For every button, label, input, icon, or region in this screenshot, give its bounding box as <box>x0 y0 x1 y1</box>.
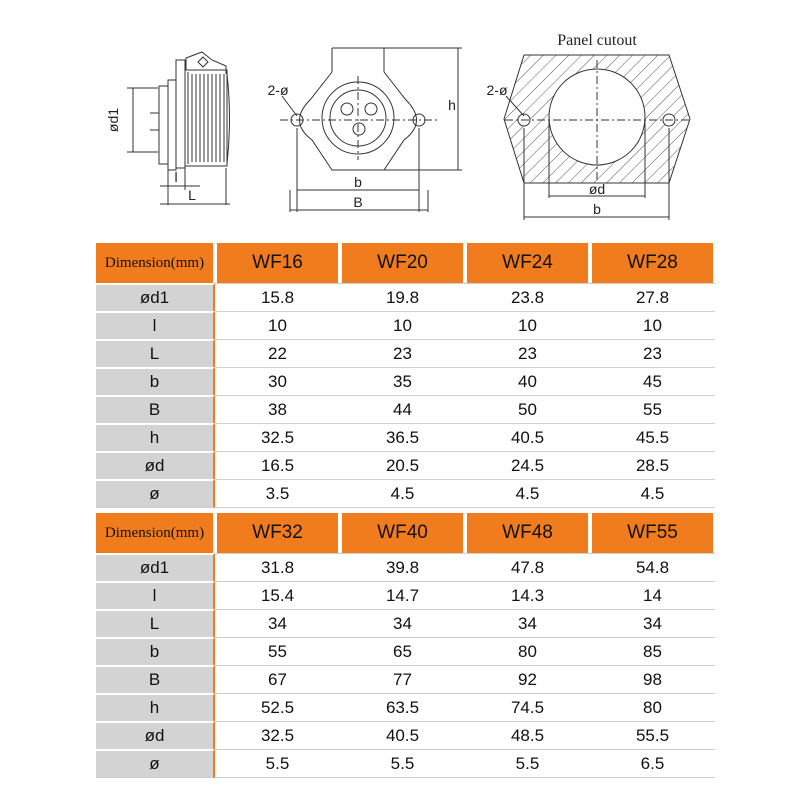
table-cell: 15.8 <box>215 283 340 311</box>
dimension-table-2 <box>96 513 715 778</box>
table-cell: 10 <box>590 311 715 339</box>
table-cell: 50 <box>465 395 590 423</box>
table-header-row <box>96 513 715 553</box>
table-row <box>96 637 715 665</box>
table-cell: 14 <box>590 581 715 609</box>
row-label: b <box>96 637 215 665</box>
dimension-table-1 <box>96 243 715 508</box>
table-row <box>96 581 715 609</box>
table-cell: 14.3 <box>465 581 590 609</box>
table-cell: 34 <box>215 609 340 637</box>
table-cell: 10 <box>215 311 340 339</box>
table-cell: 30 <box>215 367 340 395</box>
table-cell: 98 <box>590 665 715 693</box>
table-cell: 5.5 <box>215 749 340 778</box>
row-label: ød1 <box>96 553 215 581</box>
model-header: WF55 <box>590 513 715 553</box>
table-cell: 23.8 <box>465 283 590 311</box>
row-label: l <box>96 581 215 609</box>
table-cell: 54.8 <box>590 553 715 581</box>
table-cell: 6.5 <box>590 749 715 778</box>
table-cell: 55 <box>215 637 340 665</box>
table-cell: 15.4 <box>215 581 340 609</box>
row-label: L <box>96 609 215 637</box>
table-cell: 23 <box>590 339 715 367</box>
table-cell: 34 <box>590 609 715 637</box>
table-cell: 80 <box>590 693 715 721</box>
table-cell: 14.7 <box>340 581 465 609</box>
table-cell: 36.5 <box>340 423 465 451</box>
front-holes-label: 2-ø <box>267 82 289 98</box>
side-dim-l-label: l <box>174 169 178 185</box>
side-view-drawing <box>127 52 230 205</box>
table-cell: 55 <box>590 395 715 423</box>
row-label: ød1 <box>96 283 215 311</box>
table-cell: 35 <box>340 367 465 395</box>
row-label: ød <box>96 451 215 479</box>
table-header-label: Dimension(mm) <box>96 243 215 283</box>
table-cell: 40.5 <box>465 423 590 451</box>
table-row <box>96 749 715 778</box>
table-cell: 23 <box>465 339 590 367</box>
table-cell: 3.5 <box>215 479 340 508</box>
table-cell: 32.5 <box>215 423 340 451</box>
table-cell: 77 <box>340 665 465 693</box>
row-label: h <box>96 423 215 451</box>
table-row <box>96 311 715 339</box>
table-cell: 45 <box>590 367 715 395</box>
row-label: B <box>96 665 215 693</box>
table-cell: 23 <box>340 339 465 367</box>
table-cell: 27.8 <box>590 283 715 311</box>
row-label: ø <box>96 479 215 508</box>
table-cell: 40 <box>465 367 590 395</box>
row-label: B <box>96 395 215 423</box>
table-cell: 67 <box>215 665 340 693</box>
row-label: h <box>96 693 215 721</box>
model-header: WF24 <box>465 243 590 283</box>
table-cell: 5.5 <box>340 749 465 778</box>
table-row <box>96 721 715 749</box>
row-label: l <box>96 311 215 339</box>
table-cell: 4.5 <box>465 479 590 508</box>
table-cell: 55.5 <box>590 721 715 749</box>
table-row <box>96 665 715 693</box>
table-cell: 85 <box>590 637 715 665</box>
row-label: b <box>96 367 215 395</box>
table-row <box>96 283 715 311</box>
model-header: WF48 <box>465 513 590 553</box>
model-header: WF32 <box>215 513 340 553</box>
table-cell: 5.5 <box>465 749 590 778</box>
table-cell: 52.5 <box>215 693 340 721</box>
table-cell: 20.5 <box>340 451 465 479</box>
table-cell: 63.5 <box>340 693 465 721</box>
table-cell: 4.5 <box>590 479 715 508</box>
table-cell: 80 <box>465 637 590 665</box>
front-dim-B-label: B <box>353 194 363 210</box>
table-cell: 92 <box>465 665 590 693</box>
table-cell: 32.5 <box>215 721 340 749</box>
table-row <box>96 423 715 451</box>
table-cell: 34 <box>340 609 465 637</box>
table-header-label: Dimension(mm) <box>96 513 215 553</box>
table-header-row <box>96 243 715 283</box>
table-row <box>96 367 715 395</box>
table-cell: 22 <box>215 339 340 367</box>
table-cell: 39.8 <box>340 553 465 581</box>
table-cell: 48.5 <box>465 721 590 749</box>
panel-holes-label: 2-ø <box>486 82 508 98</box>
table-cell: 16.5 <box>215 451 340 479</box>
table-cell: 38 <box>215 395 340 423</box>
table-cell: 31.8 <box>215 553 340 581</box>
table-row <box>96 609 715 637</box>
table-row <box>96 553 715 581</box>
side-dim-L-label: L <box>188 187 196 203</box>
front-dim-h-label: h <box>448 97 456 113</box>
model-header: WF20 <box>340 243 465 283</box>
table-cell: 28.5 <box>590 451 715 479</box>
table-cell: 4.5 <box>340 479 465 508</box>
table-cell: 34 <box>465 609 590 637</box>
panel-dim-d-label: ød <box>588 181 606 197</box>
table-cell: 24.5 <box>465 451 590 479</box>
front-dim-b-label: b <box>354 174 362 190</box>
table-row <box>96 339 715 367</box>
table-cell: 10 <box>465 311 590 339</box>
table-cell: 45.5 <box>590 423 715 451</box>
table-cell: 10 <box>340 311 465 339</box>
model-header: WF40 <box>340 513 465 553</box>
side-dim-d1-label: ød1 <box>105 107 121 133</box>
table-cell: 40.5 <box>340 721 465 749</box>
table-row <box>96 451 715 479</box>
front-view-drawing <box>280 48 462 212</box>
model-header: WF16 <box>215 243 340 283</box>
panel-cutout-title: Panel cutout <box>557 32 637 49</box>
table-row <box>96 479 715 508</box>
table-cell: 44 <box>340 395 465 423</box>
table-cell: 65 <box>340 637 465 665</box>
row-label: ød <box>96 721 215 749</box>
table-row <box>96 395 715 423</box>
row-label: ø <box>96 749 215 778</box>
table-cell: 19.8 <box>340 283 465 311</box>
table-row <box>96 693 715 721</box>
table-cell: 74.5 <box>465 693 590 721</box>
technical-drawings <box>0 0 800 235</box>
model-header: WF28 <box>590 243 715 283</box>
table-cell: 47.8 <box>465 553 590 581</box>
row-label: L <box>96 339 215 367</box>
panel-dim-b-label: b <box>593 201 601 217</box>
